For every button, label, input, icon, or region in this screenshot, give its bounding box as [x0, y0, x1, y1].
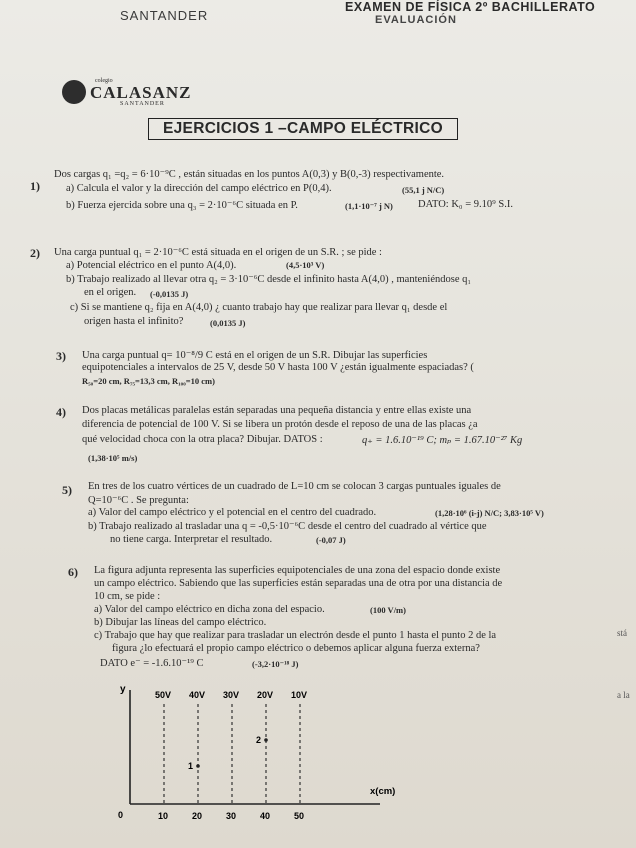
equipotential-label: 10V	[291, 690, 308, 700]
x-tick-label: 10	[158, 811, 169, 821]
exercise-5-line: b) Trabajo realizado al trasladar una q = -0,5·10⁻⁶C desde el centro del cuadrado al vértice que	[88, 521, 487, 532]
exercise-6-line: La figura adjunta representa las superficies equipotenciales de una zona del espacio donde existe	[94, 565, 501, 576]
exercise-6-line: c) Trabajo que hay que realizar para trasladar un electrón desde el punto 1 hasta el punto 2 de la	[94, 630, 497, 641]
exercise-4-line: qué velocidad choca con la otra placa? Dibujar. DATOS :	[82, 434, 323, 445]
point-marker	[196, 764, 200, 768]
school-logo-icon	[62, 80, 86, 104]
exercise-1-line: Dos cargas q₁ =q₂ = 6·10⁻⁹C , están situadas en los puntos A(0,3) y B(0,-3) respectivamente.	[54, 169, 445, 180]
exercise-5-line: no tiene carga. Interpretar el resultado.	[110, 534, 273, 545]
equipotential-label: 50V	[155, 690, 172, 700]
exercise-3-answer: R₅₀=20 cm, R₇₅=13,3 cm, R₁₀₀=10 cm)	[82, 376, 215, 386]
exercise-1-answer: (1,1·10⁻⁷ j N)	[345, 201, 393, 211]
equipotential-label: 20V	[257, 690, 274, 700]
point-label: 2	[256, 735, 262, 745]
x-tick-label: 50	[294, 811, 305, 821]
exercise-1-line: a) Calcula el valor y la dirección del campo eléctrico en P(0,4).	[66, 183, 332, 194]
exercise-1-line: b) Fuerza ejercida sobre una q₃ = 2·10⁻⁶C situada en P.	[66, 200, 298, 211]
exercise-3-line: equipotenciales a intervalos de 25 V, desde 50 V hasta 100 V ¿están igualmente espaciadas? (	[82, 362, 474, 373]
exercise-6-answer: (-3,2·10⁻¹⁸ J)	[252, 659, 299, 669]
exercise-4-data: q₊ = 1.6.10⁻¹⁹ C; mₚ = 1.67.10⁻²⁷ Kg	[362, 435, 523, 446]
exercise-3-line: Una carga puntual q= 10⁻⁸/9 C está en el origen de un S.R. Dibujar las superficies	[82, 350, 428, 361]
exercise-2-answer: (4,5·10³ V)	[286, 260, 325, 270]
exercise-6-number: 6)	[68, 565, 78, 579]
exam-title: EXAMEN DE FÍSICA 2º BACHILLERATO	[345, 0, 596, 14]
equipotential-label: 30V	[223, 690, 240, 700]
y-axis-label: y	[120, 684, 126, 695]
exercise-6-line: 10 cm, se pide :	[94, 591, 161, 602]
exam-subtitle: EVALUACIÓN	[375, 14, 457, 26]
exercise-5-line: a) Valor del campo eléctrico y el potencial en el centro del cuadrado.	[88, 507, 377, 518]
x-axis-label: x(cm)	[370, 786, 396, 797]
equipotential-label: 40V	[189, 690, 206, 700]
exercise-4-answer: (1,38·10⁵ m/s)	[88, 453, 138, 463]
exercise-5-answer: (-0,07 J)	[316, 535, 346, 545]
exercise-6-line: figura ¿lo efectuará el propio campo eléctrico o debemos aplicar alguna fuerza externa?	[112, 643, 480, 654]
exercise-6-line: un campo eléctrico. Sabiendo que las superficies están separadas una de otra por una distancia de	[94, 578, 503, 589]
exercise-2-line: a) Potencial eléctrico en el punto A(4,0).	[66, 260, 237, 271]
point-label: 1	[188, 761, 194, 771]
exercise-4-number: 4)	[56, 405, 66, 419]
exercise-2-number: 2)	[30, 246, 40, 260]
x-tick-label: 20	[192, 811, 203, 821]
logo-brand: CALASANZ	[90, 83, 192, 102]
exercise-4-line: Dos placas metálicas paralelas están separadas una pequeña distancia y entre ellas existe una	[82, 405, 472, 416]
logo-small-text: colegio	[95, 78, 113, 84]
exercise-6-answer: (100 V/m)	[370, 605, 406, 615]
point-marker	[264, 738, 268, 742]
x-tick-label: 40	[260, 811, 271, 821]
exercise-2-line: b) Trabajo realizado al llevar otra q₂ = 3·10⁻⁶C desde el infinito hasta A(4,0) , manteniéndose q₁	[66, 274, 472, 285]
exercise-6-line: a) Valor del campo eléctrico en dicha zona del espacio.	[94, 604, 325, 615]
exercise-1-answer: (55,1 j N/C)	[402, 185, 445, 195]
exercise-5-line: En tres de los cuatro vértices de un cuadrado de L=10 cm se colocan 3 cargas puntuales iguales de	[88, 481, 501, 492]
margin-note: stá	[617, 628, 627, 638]
exercise-2-line: en el origen.	[84, 287, 137, 298]
exercise-2-answer: (-0,0135 J)	[150, 289, 189, 299]
equipotential-figure	[100, 682, 430, 832]
exercise-1-data: DATO: K₀ = 9.10⁹ S.I.	[418, 199, 514, 210]
exercise-4-line: diferencia de potencial de 100 V. Si se libera un protón desde el reposo de una de las placas ¿a	[82, 419, 478, 430]
origin-label: 0	[118, 810, 124, 820]
margin-note: a la	[617, 690, 630, 700]
exercise-6-data: DATO e⁻ = -1.6.10⁻¹⁹ C	[100, 658, 204, 669]
exercise-2-line: origen hasta el infinito?	[84, 316, 184, 327]
x-tick-label: 30	[226, 811, 237, 821]
exercise-2-line: Una carga puntual q₁ = 2·10⁻⁶C está situada en el origen de un S.R. ; se pide :	[54, 247, 382, 258]
logo-subtitle: SANTANDER	[120, 101, 165, 107]
exercise-2-line: c) Si se mantiene q₂ fija en A(4,0) ¿ cuanto trabajo hay que realizar para llevar q₁ desde el	[70, 302, 448, 313]
exercise-1-number: 1)	[30, 179, 40, 193]
exercise-5-line: Q=10⁻⁶C . Se pregunta:	[88, 495, 189, 506]
exercise-3-number: 3)	[56, 349, 66, 363]
exercise-5-number: 5)	[62, 483, 72, 497]
exercise-5-answer: (1,28·10⁶ (i-j) N/C; 3,83·10⁵ V)	[435, 508, 544, 518]
exercise-6-line: b) Dibujar las líneas del campo eléctrico.	[94, 617, 267, 628]
school-header: SANTANDER	[120, 8, 209, 23]
page-title: EJERCICIOS 1 –CAMPO ELÉCTRICO	[148, 118, 458, 140]
exercise-2-answer: (0,0135 J)	[210, 318, 246, 328]
